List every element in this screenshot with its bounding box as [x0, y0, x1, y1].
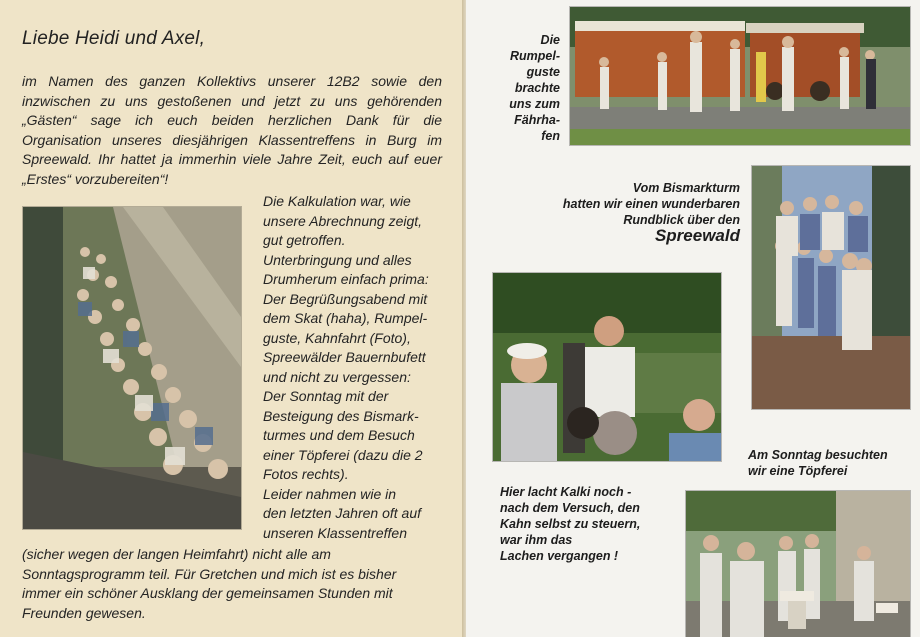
- caption-line: war ihm das: [500, 533, 573, 547]
- closing-line: Freunden gewesen.: [22, 604, 146, 621]
- column-line: Die Kalkulation war, wie: [263, 193, 411, 209]
- column-line: gut getroffen.: [263, 232, 346, 248]
- column-line: Fotos rechts).: [263, 466, 349, 482]
- caption-line: Die: [540, 33, 560, 47]
- caption-line: brachte: [514, 81, 560, 95]
- closing-line: immer ein schöner Ausklang der gemeinsamen Stunden mit: [22, 585, 393, 601]
- caption-line: Fährha-: [514, 113, 560, 127]
- caption-tower: [506, 180, 740, 244]
- pottery-photo: [686, 491, 910, 637]
- caption-place: Spreewald: [654, 226, 740, 245]
- caption-train: [486, 32, 560, 144]
- train-photo: [570, 7, 910, 145]
- column-line: einer Töpferei (dazu die 2: [263, 446, 423, 463]
- right-page: [466, 0, 920, 637]
- caption-line: nach dem Versuch, den: [500, 501, 640, 515]
- column-line: den letzten Jahren oft auf: [263, 505, 421, 521]
- salutation: Liebe Heidi und Axel,: [22, 28, 206, 49]
- column-paragraph: [263, 192, 441, 543]
- caption-line: Hier lacht Kalki noch -: [500, 485, 632, 499]
- column-line: Der Sonntag mit der: [263, 388, 389, 404]
- intro-paragraph: im Namen des ganzen Kollektivs unserer 12B2 sowie den inzwischen zu uns gestoßenen und jetzt zu uns gehörenden „Gästen“ sage ich euch beiden herzlichen Dank für die Organisation unseres diesjährigen Klassentreffens in Burg im Spreewald. Ihr hattet ja immerhin viele Jahre Zeit, euch auf euer „Erstes“ vorzubereiten“!: [22, 73, 442, 187]
- kalki-photo: [493, 273, 721, 461]
- closing-line: Sonntagsprogramm teil. Für Gretchen und mich ist es bisher: [22, 565, 397, 582]
- closing-paragraph: [22, 545, 442, 623]
- caption-line: guste: [526, 65, 560, 79]
- closing-line: (sicher wegen der langen Heimfahrt) nicht alle am: [22, 546, 331, 562]
- column-line: Spreewälder Bauernbufett: [263, 349, 426, 365]
- column-line: Unterbringung und alles: [263, 251, 412, 268]
- caption-line: uns zum: [509, 97, 560, 111]
- caption-line: Rundblick über den: [623, 213, 740, 227]
- column-line: Besteigung des Bismark-: [263, 407, 419, 424]
- column-line: guste, Kahnfahrt (Foto),: [263, 329, 411, 346]
- caption-kalki: [500, 484, 700, 564]
- column-line: turmes und dem Besuch: [263, 427, 415, 443]
- caption-line: Lachen vergangen !: [500, 549, 619, 563]
- column-line: Leider nahmen wie in: [263, 485, 397, 502]
- caption-line: fen: [541, 129, 560, 143]
- caption-line: Kahn selbst zu steuern,: [500, 517, 641, 531]
- column-line: Drumherum einfach prima:: [263, 271, 429, 287]
- column-line: dem Skat (haha), Rumpel-: [263, 310, 428, 326]
- caption-pottery: [748, 447, 918, 479]
- column-line: unsere Abrechnung zeigt,: [263, 212, 423, 229]
- column-line: Der Begrüßungsabend mit: [263, 290, 428, 307]
- caption-line: Rumpel-: [510, 49, 560, 63]
- caption-line: Am Sonntag besuchten: [748, 448, 888, 462]
- caption-line: wir eine Töpferei: [748, 464, 848, 478]
- tower-group-photo: [752, 166, 910, 409]
- column-line: und nicht zu vergessen:: [263, 368, 411, 385]
- column-line: unseren Klassentreffen: [263, 524, 407, 541]
- caption-line: Vom Bismarkturm: [632, 181, 740, 195]
- caption-line: hatten wir einen wunderbaren: [562, 197, 740, 211]
- boat-trip-photo: [23, 207, 241, 529]
